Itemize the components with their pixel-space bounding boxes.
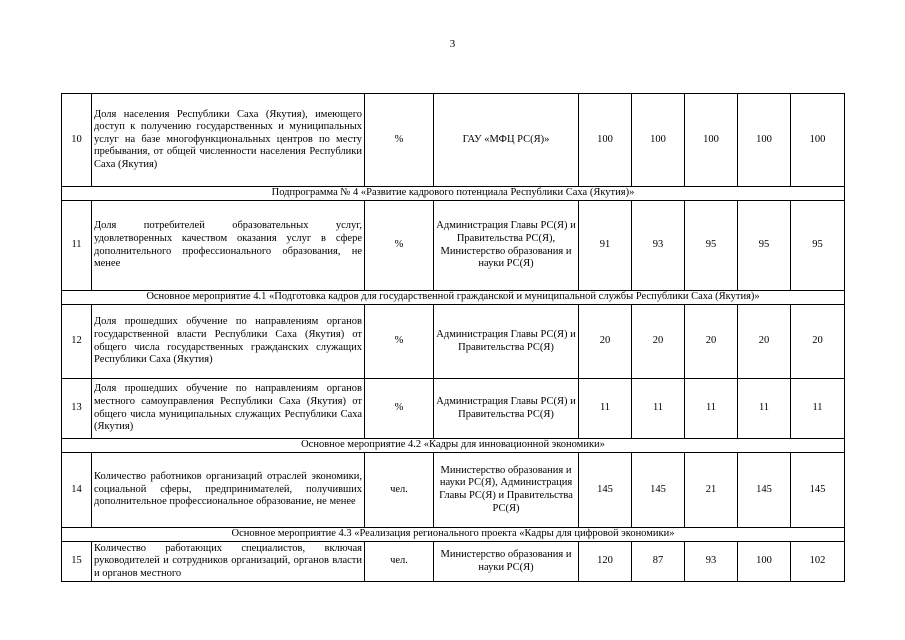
value-cell: 120 [579, 542, 632, 582]
indicator-description: Доля прошедших обучение по направлениям органов государственной власти Республики Саха (Якутия) от общего числа государственных гражданских служащих Республики Саха (Якутия) [92, 305, 365, 379]
responsible-org: Администрация Главы РС(Я) и Правительства РС(Я) [434, 379, 579, 439]
value-cell: 145 [738, 453, 791, 528]
value-cell: 100 [579, 94, 632, 187]
section-title: Основное мероприятие 4.1 «Подготовка кадров для государственной гражданской и муниципальной службы Республики Саха (Якутия)» [62, 291, 845, 305]
row-number: 11 [62, 201, 92, 291]
value-cell: 87 [632, 542, 685, 582]
value-cell: 11 [738, 379, 791, 439]
value-cell: 95 [738, 201, 791, 291]
unit-cell: чел. [365, 542, 434, 582]
table-row [62, 94, 845, 187]
section-row [62, 187, 845, 201]
section-title: Подпрограмма № 4 «Развитие кадрового потенциала Республики Саха (Якутия)» [62, 187, 845, 201]
value-cell: 145 [579, 453, 632, 528]
value-cell: 21 [685, 453, 738, 528]
section-row [62, 528, 845, 542]
value-cell: 20 [791, 305, 845, 379]
row-number: 14 [62, 453, 92, 528]
unit-cell: % [365, 201, 434, 291]
value-cell: 11 [791, 379, 845, 439]
unit-cell: % [365, 305, 434, 379]
section-row [62, 439, 845, 453]
value-cell: 20 [685, 305, 738, 379]
indicators-table [61, 93, 845, 582]
responsible-org: Министерство образования и науки РС(Я), Администрация Главы РС(Я) и Правительства РС(Я) [434, 453, 579, 528]
table-row [62, 379, 845, 439]
value-cell: 102 [791, 542, 845, 582]
indicator-description: Доля потребителей образовательных услуг, удовлетворенных качеством оказания услуг в сфере дополнительного профессионального образования, не менее [92, 201, 365, 291]
value-cell: 145 [632, 453, 685, 528]
indicator-description: Количество работников организаций отраслей экономики, социальной сферы, предпринимателей, получивших дополнительное профессиональное образование, не менее [92, 453, 365, 528]
section-title: Основное мероприятие 4.3 «Реализация регионального проекта «Кадры для цифровой экономики» [62, 528, 845, 542]
responsible-org: ГАУ «МФЦ РС(Я)» [434, 94, 579, 187]
indicator-description: Доля прошедших обучение по направлениям органов местного самоуправления Республики Саха (Якутия) от общего числа муниципальных служащих Республики Саха (Якутия) [92, 379, 365, 439]
row-number: 12 [62, 305, 92, 379]
value-cell: 91 [579, 201, 632, 291]
table-row [62, 542, 845, 582]
row-number: 13 [62, 379, 92, 439]
value-cell: 95 [685, 201, 738, 291]
page-number: 3 [449, 38, 456, 50]
indicator-description: Доля населения Республики Саха (Якутия), имеющего доступ к получению государственных и муниципальных услуг на базе многофункциональных центров по месту пребывания, от общей численности населения Республики Саха (Якутия) [92, 94, 365, 187]
value-cell: 11 [579, 379, 632, 439]
table-row [62, 305, 845, 379]
section-row [62, 291, 845, 305]
table-row [62, 453, 845, 528]
value-cell: 95 [791, 201, 845, 291]
indicator-description: Количество работающих специалистов, включая руководителей и сотрудников организаций, органов власти и органов местного [92, 542, 365, 582]
value-cell: 20 [579, 305, 632, 379]
row-number: 10 [62, 94, 92, 187]
section-title: Основное мероприятие 4.2 «Кадры для инновационной экономики» [62, 439, 845, 453]
unit-cell: % [365, 94, 434, 187]
value-cell: 20 [632, 305, 685, 379]
value-cell: 20 [738, 305, 791, 379]
value-cell: 11 [632, 379, 685, 439]
value-cell: 93 [685, 542, 738, 582]
value-cell: 100 [632, 94, 685, 187]
value-cell: 100 [791, 94, 845, 187]
value-cell: 145 [791, 453, 845, 528]
value-cell: 100 [738, 542, 791, 582]
responsible-org: Администрация Главы РС(Я) и Правительства РС(Я) [434, 305, 579, 379]
value-cell: 100 [738, 94, 791, 187]
responsible-org: Администрация Главы РС(Я) и Правительства РС(Я), Министерство образования и науки РС(Я) [434, 201, 579, 291]
table-row [62, 201, 845, 291]
value-cell: 100 [685, 94, 738, 187]
unit-cell: % [365, 379, 434, 439]
unit-cell: чел. [365, 453, 434, 528]
value-cell: 11 [685, 379, 738, 439]
row-number: 15 [62, 542, 92, 582]
value-cell: 93 [632, 201, 685, 291]
responsible-org: Министерство образования и науки РС(Я) [434, 542, 579, 582]
